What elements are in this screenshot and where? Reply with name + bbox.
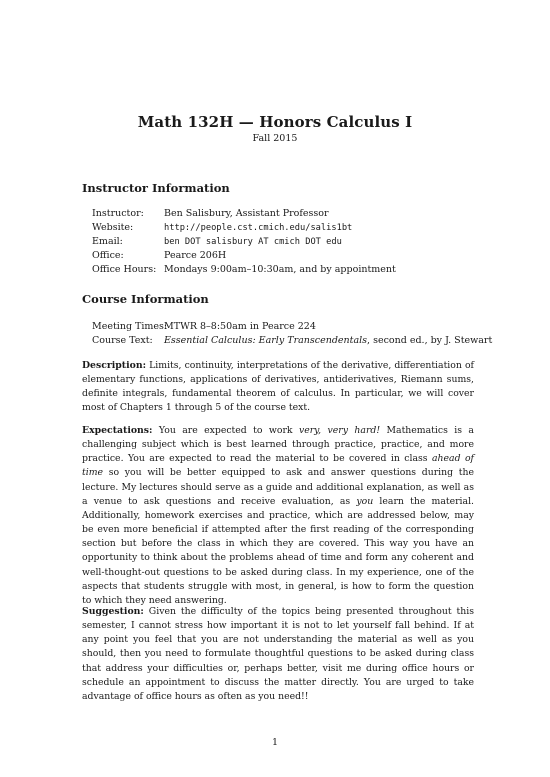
description-paragraph [82,359,474,416]
course-text-value [164,334,492,348]
website-link[interactable]: http://people.cst.cmich.edu/salis1bt [164,223,353,233]
expectations-paragraph [82,424,474,608]
course-heading: Course Information [82,292,209,306]
description-body: Limits, continuity, interpretations of the derivative, differentiation of elementary functions, applications of derivatives, antiderivatives, Riemann sums, definite integrals, fundamental theorem of calculus. In particular, we will cover most of Chapters 1 through 5 of the course text. [82,360,474,414]
suggestion-body: Given the difficulty of the topics being presented throughout this semester, I cannot stress how important it is not to let yourself fall behind. If at any point you feel that you are not understanding the material as well as you should, then you need to formulate thoughtful questions to be asked during class that address your difficulties or, perhaps better, visit me during office hours or schedule an appointment to discuss the matter directly. You are urged to take advantage of office hours as often as you need!! [82,606,474,702]
row-label: Email: [92,236,123,247]
row-label: Website: [92,222,134,233]
instructor-name: Ben Salisbury, Assistant Professor [164,208,329,219]
instructor-heading: Instructor Information [82,181,230,195]
office-row [92,249,396,263]
row-label: Meeting Times: [92,321,168,332]
document-term: Fall 2015 [252,133,298,144]
suggestion-paragraph [82,605,474,704]
course-text-row [92,334,492,348]
expectations-text: learn the material. Additionally, homework exercises and practice, which are addressed below, may be even more beneficial if attempted after the first reading of the corresponding section but before the class in which they are covered. This way you have an opportunity to think about the problems ahead of time and form any coherent and well-thought-out questions to be asked during class. In my experience, one of the aspects that students struggle with most, in general, is how to form the question to which they need answering. [82,495,475,606]
expectations-text: so you will be better equipped to ask and answer questions during the lecture. My lectures should serve as a guide and additional explanation, as well as a venue to ask questions and receive evaluation, as [82,467,474,507]
instructor-table [92,207,396,277]
row-label: Office Hours: [92,264,157,275]
instructor-row [92,207,396,221]
expectations-heading: Expectations: [82,425,153,436]
expectations-emphasis: you [356,495,374,507]
page-number: 1 [271,737,279,748]
suggestion-heading: Suggestion: [82,606,144,617]
meeting-row [92,320,492,334]
email-row [92,235,396,249]
description-heading: Description: [82,360,147,371]
email-value: ben DOT salisbury AT cmich DOT edu [164,237,342,247]
expectations-emphasis: very, very hard! [298,425,381,436]
website-row [92,221,396,235]
expectations-emphasis: ahead of time [82,453,474,479]
course-table [92,320,492,348]
row-label: Course Text: [92,335,153,346]
course-text-rest: , second ed., by J. Stewart [367,335,493,346]
office-value: Pearce 206H [164,250,227,261]
course-text-title: Essential Calculus: Early Transcendentals [164,335,368,346]
row-label: Instructor: [92,208,144,219]
office-hours-value: Mondays 9:00am–10:30am, and by appointment [164,264,396,275]
meeting-value: MTWR 8–8:50am in Pearce 224 [164,321,316,332]
row-label: Office: [92,250,124,261]
expectations-text: Mathematics is a challenging subject which is best learned through practice, practice, and more practice. You are expected to read the material to be covered in class [82,425,474,465]
document-title: Math 132H — Honors Calculus I [137,113,413,131]
office-hours-row [92,263,396,277]
expectations-text: You are expected to work [158,425,299,436]
